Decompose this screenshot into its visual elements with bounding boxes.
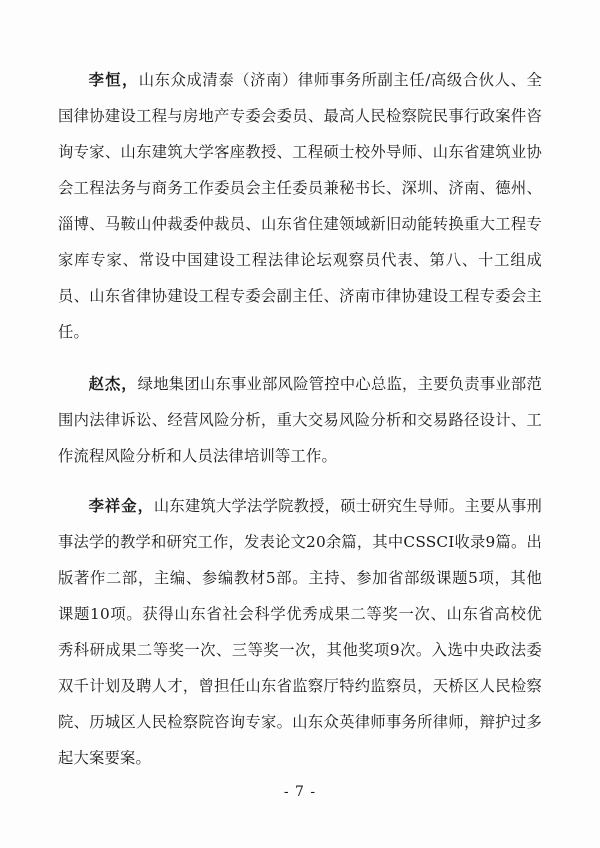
page-number: - 7 - [283, 784, 317, 800]
paragraph-li-heng [58, 62, 542, 350]
person-name-zhao-jie: 赵杰， [88, 375, 138, 393]
paragraph-text-li-xiangjin: 山东建筑大学法学院教授，硕士研究生导师。主要从事刑事法学的教学和研究工作，发表论文20余篇，其中CSSCI收录9篇。出版著作二部，主编、参编教材5部。主持、参加省部级课题5项，其他课题10项。获得山东省社会科学优秀成果二等奖一次、山东省高校优秀科研成果二等奖一次、三等奖一次，其他奖项9次。入选中央政法委双千计划及聘人才，曾担任山东省监察厅特约监察员，天桥区人民检察院、历城区人民检察院咨询专家。山东众英律师事务所律师，辩护过多起大案要案。 [58, 497, 542, 767]
paragraph-li-xiangjin [58, 488, 542, 776]
paragraph-text-li-heng: 山东众成清泰（济南）律师事务所副主任/高级合伙人、全国律协建设工程与房地产专委会委员、最高人民检察院民事行政案件咨询专家、山东建筑大学客座教授、工程硕士校外导师、山东省建筑业协会工程法务与商务工作委员会主任委员兼秘书长、深圳、济南、德州、淄博、马鞍山仲裁委仲裁员、山东省住建领域新旧动能转换重大工程专家库专家、常设中国建设工程法律论坛观察员代表、第八、十工组成员、山东省律协建设工程专委会副主任、济南市律协建设工程专委会主任。 [58, 71, 542, 341]
paragraph-text-zhao-jie: 绿地集团山东事业部风险管控中心总监，主要负责事业部范围内法律诉讼、经营风险分析，重大交易风险分析和交易路径设计、工作流程风险分析和人员法律培训等工作。 [58, 375, 542, 465]
document-body [58, 62, 542, 776]
paragraph-zhao-jie [58, 366, 542, 474]
person-name-li-xiangjin: 李祥金， [88, 497, 154, 515]
person-name-li-heng: 李恒， [88, 71, 139, 89]
